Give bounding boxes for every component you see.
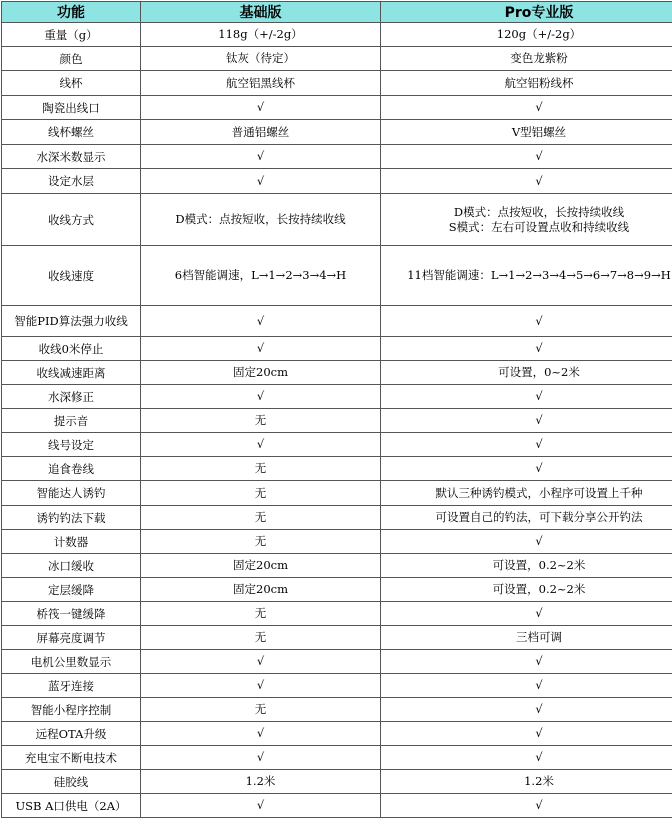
pro-cell <box>381 674 672 698</box>
basic-cell <box>141 481 381 506</box>
pro-value: S模式：左右可设置点收和持续收线 <box>448 219 630 234</box>
pro-cell <box>381 337 672 361</box>
pro-cell <box>381 246 672 306</box>
table-row <box>2 71 672 96</box>
basic-cell <box>141 674 381 698</box>
table-row <box>2 306 672 337</box>
feature-cell: 重量（g） <box>2 23 141 47</box>
feature-cell: 收线减速距离 <box>2 361 141 385</box>
basic-value: 固定20cm <box>233 558 288 572</box>
table-row <box>2 770 672 794</box>
feature-cell: 智能小程序控制 <box>2 698 141 722</box>
basic-value: √ <box>256 341 265 355</box>
basic-cell <box>141 433 381 457</box>
table-row <box>2 722 672 746</box>
pro-value: √ <box>535 100 543 114</box>
basic-value: 无 <box>254 630 267 644</box>
basic-value: 普通铝螺丝 <box>231 124 290 139</box>
basic-cell <box>141 194 381 246</box>
basic-cell <box>141 578 381 602</box>
pro-cell <box>381 96 672 120</box>
pro-cell <box>381 554 672 578</box>
feature-cell: 收线速度 <box>2 246 141 306</box>
basic-value: √ <box>256 678 265 692</box>
pro-cell <box>381 361 672 385</box>
pro-cell <box>381 770 672 794</box>
pro-value: 三档可调 <box>516 630 562 644</box>
table-row <box>2 698 672 722</box>
table-row <box>2 602 672 626</box>
basic-value: 无 <box>254 413 267 427</box>
basic-cell <box>141 746 381 770</box>
header-pro: Pro专业版 <box>381 2 672 23</box>
pro-cell <box>381 650 672 674</box>
pro-value: √ <box>535 173 543 188</box>
table-row <box>2 481 672 506</box>
basic-value: D模式：点按短收，长按持续收线 <box>175 212 346 226</box>
basic-cell <box>141 457 381 481</box>
table-row <box>2 457 672 481</box>
pro-cell <box>381 530 672 554</box>
basic-cell <box>141 169 381 194</box>
feature-cell: USB A口供电（2A） <box>2 794 141 818</box>
pro-value: √ <box>535 149 543 163</box>
pro-value: 可设置，0.2~2米 <box>492 558 586 572</box>
feature-cell: 陶瓷出线口 <box>2 96 141 120</box>
feature-cell: 颜色 <box>2 47 141 71</box>
pro-cell <box>381 120 672 145</box>
table-row <box>2 169 672 194</box>
table-row <box>2 246 672 306</box>
feature-cell: 硅胶线 <box>2 770 141 794</box>
basic-cell <box>141 71 381 96</box>
table-row <box>2 96 672 120</box>
pro-cell <box>381 169 672 194</box>
pro-value: √ <box>535 798 543 812</box>
pro-value: 1.2米 <box>524 774 554 788</box>
basic-value: √ <box>256 100 265 114</box>
pro-value: D模式：点按短收，长按持续收线 <box>453 204 625 219</box>
basic-cell <box>141 698 381 722</box>
table-row <box>2 145 672 169</box>
basic-cell <box>141 120 381 145</box>
basic-value: 无 <box>254 702 267 716</box>
pro-cell <box>381 385 672 409</box>
pro-value: √ <box>535 534 543 548</box>
feature-cell: 冰口缓收 <box>2 554 141 578</box>
feature-cell: 提示音 <box>2 409 141 433</box>
table-row <box>2 120 672 145</box>
basic-value: √ <box>256 173 265 188</box>
table-row <box>2 23 672 47</box>
basic-value: 固定20cm <box>233 365 288 379</box>
basic-value: 118g（+/-2g） <box>218 27 303 41</box>
basic-value: √ <box>256 750 265 764</box>
pro-value: √ <box>535 750 543 764</box>
feature-cell: 收线0米停止 <box>2 337 141 361</box>
pro-cell <box>381 602 672 626</box>
basic-cell <box>141 722 381 746</box>
pro-value: √ <box>535 313 543 328</box>
basic-cell <box>141 246 381 306</box>
pro-value: √ <box>535 606 543 620</box>
basic-cell <box>141 47 381 71</box>
basic-value: 无 <box>254 510 267 524</box>
feature-cell: 电机公里数显示 <box>2 650 141 674</box>
header-basic: 基础版 <box>141 2 381 23</box>
basic-cell <box>141 361 381 385</box>
pro-cell <box>381 23 672 47</box>
basic-value: √ <box>256 654 265 668</box>
pro-value: 航空铝粉线杯 <box>504 75 574 90</box>
pro-cell <box>381 306 672 337</box>
table-row <box>2 409 672 433</box>
table-row <box>2 650 672 674</box>
basic-value: 钛灰（待定） <box>226 51 295 65</box>
pro-value: √ <box>535 726 543 740</box>
basic-cell <box>141 650 381 674</box>
basic-value: √ <box>256 389 265 403</box>
pro-value: √ <box>535 678 543 692</box>
basic-value: 无 <box>254 461 267 475</box>
table-body <box>2 23 672 818</box>
feature-cell: 充电宝不断电技术 <box>2 746 141 770</box>
basic-value: √ <box>256 437 265 451</box>
pro-cell <box>381 481 672 506</box>
header-row <box>2 2 672 23</box>
pro-cell <box>381 578 672 602</box>
pro-cell <box>381 506 672 530</box>
pro-value: √ <box>535 389 543 403</box>
table-row <box>2 385 672 409</box>
table-row <box>2 578 672 602</box>
basic-value: 1.2米 <box>245 774 276 788</box>
basic-cell <box>141 530 381 554</box>
pro-value: √ <box>535 437 543 451</box>
pro-value: 可设置，0.2~2米 <box>492 582 586 596</box>
feature-cell: 定层缓降 <box>2 578 141 602</box>
basic-cell <box>141 96 381 120</box>
pro-cell <box>381 457 672 481</box>
feature-cell: 远程OTA升级 <box>2 722 141 746</box>
table-row <box>2 361 672 385</box>
basic-value: √ <box>256 726 265 740</box>
basic-cell <box>141 554 381 578</box>
basic-value: 无 <box>254 534 267 548</box>
basic-cell <box>141 506 381 530</box>
basic-cell <box>141 337 381 361</box>
pro-value: √ <box>535 702 543 716</box>
basic-cell <box>141 145 381 169</box>
pro-cell <box>381 433 672 457</box>
table-row <box>2 674 672 698</box>
pro-value: 默认三种诱钓模式，小程序可设置上千种 <box>435 485 643 500</box>
basic-value: 无 <box>254 485 267 500</box>
pro-value: 11档智能调速：L→1→2→3→4→5→6→7→8→9→H <box>407 268 671 282</box>
basic-cell <box>141 23 381 47</box>
spec-comparison-table <box>1 1 672 818</box>
pro-value: √ <box>535 461 543 475</box>
basic-value: 航空铝黑线杯 <box>226 75 295 90</box>
feature-cell: 线杯 <box>2 71 141 96</box>
feature-cell: 诱钓钓法下载 <box>2 506 141 530</box>
feature-cell: 桥筏一键缓降 <box>2 602 141 626</box>
table-row <box>2 794 672 818</box>
header-feature: 功能 <box>2 2 141 23</box>
feature-cell: 线杯螺丝 <box>2 120 141 145</box>
basic-value: 固定20cm <box>233 582 288 596</box>
pro-cell <box>381 194 672 246</box>
pro-value: 可设置，0~2米 <box>498 365 580 379</box>
pro-value: 变色龙紫粉 <box>510 51 568 65</box>
table-row <box>2 506 672 530</box>
feature-cell: 计数器 <box>2 530 141 554</box>
feature-cell: 设定水层 <box>2 169 141 194</box>
table-row <box>2 530 672 554</box>
pro-cell <box>381 71 672 96</box>
basic-cell <box>141 770 381 794</box>
pro-value: √ <box>535 341 543 355</box>
pro-cell <box>381 746 672 770</box>
pro-value: √ <box>535 654 543 668</box>
table-row <box>2 554 672 578</box>
pro-cell <box>381 145 672 169</box>
basic-value: 无 <box>254 606 267 620</box>
feature-cell: 收线方式 <box>2 194 141 246</box>
feature-cell: 线号设定 <box>2 433 141 457</box>
pro-cell <box>381 626 672 650</box>
pro-value: 120g（+/-2g） <box>496 27 582 41</box>
basic-cell <box>141 306 381 337</box>
basic-cell <box>141 626 381 650</box>
table-row <box>2 746 672 770</box>
basic-value: √ <box>256 149 265 163</box>
pro-cell <box>381 698 672 722</box>
basic-cell <box>141 385 381 409</box>
feature-cell: 屏幕亮度调节 <box>2 626 141 650</box>
pro-cell <box>381 722 672 746</box>
basic-cell <box>141 794 381 818</box>
table-row <box>2 626 672 650</box>
pro-cell <box>381 409 672 433</box>
table-row <box>2 337 672 361</box>
feature-cell: 水深米数显示 <box>2 145 141 169</box>
feature-cell: 水深修正 <box>2 385 141 409</box>
basic-cell <box>141 602 381 626</box>
basic-value: 6档智能调速，L→1→2→3→4→H <box>174 268 347 282</box>
feature-cell: 追食卷线 <box>2 457 141 481</box>
basic-value: √ <box>256 313 265 328</box>
pro-cell <box>381 47 672 71</box>
pro-value: √ <box>535 413 543 427</box>
basic-cell <box>141 409 381 433</box>
basic-value: √ <box>256 798 265 812</box>
table-row <box>2 433 672 457</box>
table-row <box>2 47 672 71</box>
feature-cell: 智能达人诱钓 <box>2 481 141 506</box>
feature-cell: 蓝牙连接 <box>2 674 141 698</box>
table-row <box>2 194 672 246</box>
feature-cell: 智能PID算法强力收线 <box>2 306 141 337</box>
pro-value: 可设置自己的钓法，可下载分享公开钓法 <box>435 510 643 524</box>
pro-cell <box>381 794 672 818</box>
pro-value: V型铝螺丝 <box>511 124 567 139</box>
